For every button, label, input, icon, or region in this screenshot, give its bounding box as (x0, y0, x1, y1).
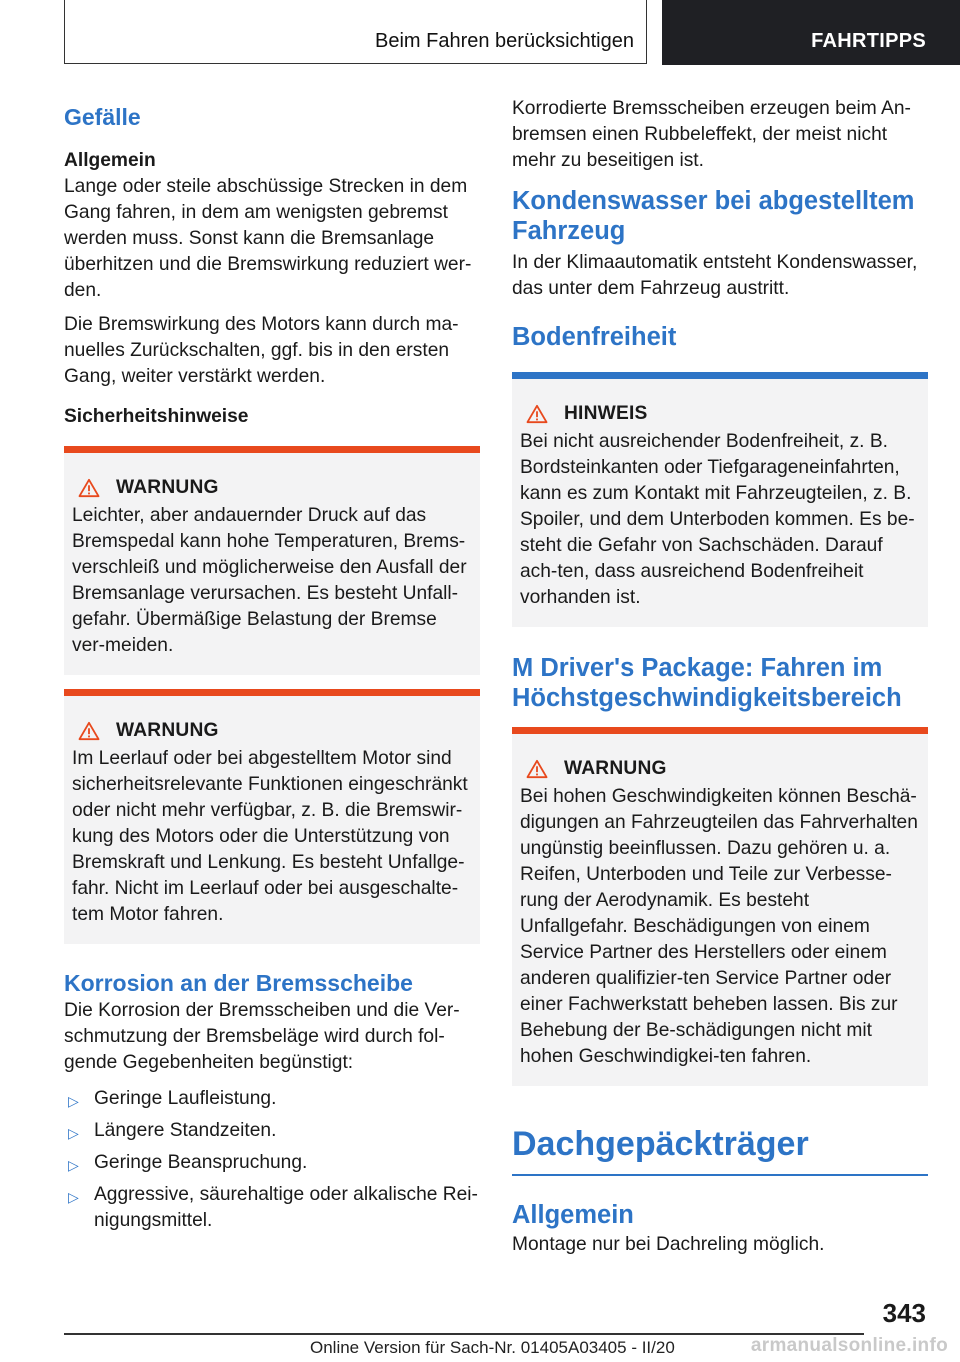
hinweis-box (512, 372, 928, 627)
warning-triangle-icon (526, 759, 548, 779)
section-title: Beim Fahren berücksichtigen (374, 30, 634, 52)
warning-header (72, 477, 472, 499)
watermark: armanualsonline.info (750, 1335, 948, 1356)
mdriver-title: M Driver's Package: Fahren im Höchstgeschwindigkeitsbereich (512, 654, 902, 712)
warning-header (520, 758, 920, 780)
warning-box-1 (64, 446, 480, 675)
section-tab (64, 0, 647, 64)
warning-label: WARNUNG (116, 477, 219, 498)
warning-triangle-icon (78, 721, 100, 741)
list-item: ▷ Aggressive, säurehaltige oder alkalische Rei-nigungsmittel. (68, 1184, 478, 1231)
list-item: ▷ Geringe Laufleistung. (64, 1086, 480, 1112)
dach-paragraph: Montage nur bei Dachreling möglich. (512, 1234, 825, 1255)
hinweis-label: HINWEIS (564, 403, 648, 424)
allgemein-heading: Allgemein (64, 150, 156, 171)
hinweis-text: Bei nicht ausreichender Bodenfreiheit, z. B. Bordsteinkanten oder Tiefgarageneinfahrten, kann es zum Kontakt mit Fahrzeugteilen, z. B. Spoiler, und dem Unterboden kommen. Es be-steht die Gefahr von Sachschäden. Darauf ach-ten, dass ausreichend Bodenfreiheit vorhanden ist. (520, 431, 915, 608)
korrosion-continued: Korrodierte Bremsscheiben erzeugen beim An-bremsen einen Rubbeleffekt, der meist nicht mehr zu beseitigen ist. (512, 98, 911, 171)
list-item: ▷ Längere Standzeiten. (64, 1118, 480, 1144)
sicherheit-heading: Sicherheitshinweise (64, 406, 249, 427)
warning-triangle-icon (526, 404, 548, 424)
bullet-triangle-icon: ▷ (68, 1157, 79, 1173)
chapter-tab (662, 0, 960, 65)
online-version-note: Online Version für Sach-Nr. 01405A03405 - II/20 (310, 1338, 675, 1357)
gefaelle-title: Gefälle (64, 104, 141, 130)
hinweis-header (520, 403, 920, 425)
bullet-triangle-icon: ▷ (68, 1189, 79, 1205)
korrosion-paragraph: Die Korrosion der Bremsscheiben und die Ver-schmutzung der Bremsbeläge wird durch fol-gende Gegebenheiten begünstigt: (64, 1000, 460, 1073)
bullet-triangle-icon: ▷ (68, 1125, 79, 1141)
kondenswasser-paragraph: In der Klimaautomatik entsteht Kondenswasser, das unter dem Fahrzeug austritt. (512, 252, 918, 299)
warning-text: Leichter, aber andauernder Druck auf das Bremspedal kann hohe Temperaturen, Brems-verschleiß und möglicherweise den Ausfall der Bremsanlage verursachen. Es besteht Unfall-gefahr. Übermäßige Belastung der Bremse ver-meiden. (72, 505, 467, 656)
page-number: 343 (882, 1298, 926, 1328)
allgemein-paragraph-2: Die Bremswirkung des Motors kann durch ma-nuelles Zurückschalten, ggf. bis in den ersten Gang, weiter verstärkt werden. (64, 314, 459, 387)
right-column (512, 96, 928, 1266)
kondenswasser-title: Kondenswasser bei abgestelltem Fahrzeug (512, 187, 915, 245)
korrosion-bullet-list (64, 1086, 480, 1234)
dach-allgemein-heading: Allgemein (512, 1201, 634, 1229)
bullet-triangle-icon: ▷ (68, 1093, 79, 1109)
list-item: ▷ Geringe Beanspruchung. (64, 1150, 480, 1176)
page-header (0, 0, 960, 66)
dachgepaecktraeger-title: Dachgepäckträger (512, 1124, 928, 1176)
warning-box-3 (512, 727, 928, 1086)
allgemein-paragraph-1: Lange oder steile abschüssige Strecken in dem Gang fahren, in dem am wenigsten gebremst werden muss. Sonst kann die Bremsanlage überhitzen und die Bremswirkung reduziert wer-den. (64, 176, 472, 301)
warning-text: Im Leerlauf oder bei abgestelltem Motor sind sicherheitsrelevante Funktionen eingeschränkt oder nicht mehr verfügbar, z. B. die Bremswir-kung des Motors oder die Unterstützung von Bremskraft und Lenkung. Es besteht Unfallge-fahr. Nicht im Leerlauf oder bei ausgeschalte-tem Motor fahren. (72, 748, 468, 925)
warning-triangle-icon (78, 478, 100, 498)
warning-text: Bei hohen Geschwindigkeiten können Beschä-digungen an Fahrzeugteilen das Fahrverhalten ungünstig beeinflussen. Dazu gehören u. a. Reifen, Unterboden und Teile zur Verbesse-rung der Aerodynamik. Es besteht Unfallgefahr. Beschädigungen von einem Service Partner des Herstellers oder einem anderen qualifizier-ten Service Partner oder einer Fachwerkstatt beheben lassen. Bis zur Behebung der Be-schädigungen nicht mit hohen Geschwindigkei-ten fahren. (520, 786, 918, 1067)
korrosion-title: Korrosion an der Bremsscheibe (64, 970, 413, 996)
warning-label: WARNUNG (564, 758, 667, 779)
footer-divider (64, 1333, 864, 1335)
warning-header (72, 720, 472, 742)
left-column (64, 96, 480, 1240)
warning-label: WARNUNG (116, 720, 219, 741)
bodenfreiheit-title: Bodenfreiheit (512, 323, 677, 351)
warning-box-2 (64, 689, 480, 944)
chapter-title: FAHRTIPPS (811, 30, 926, 52)
